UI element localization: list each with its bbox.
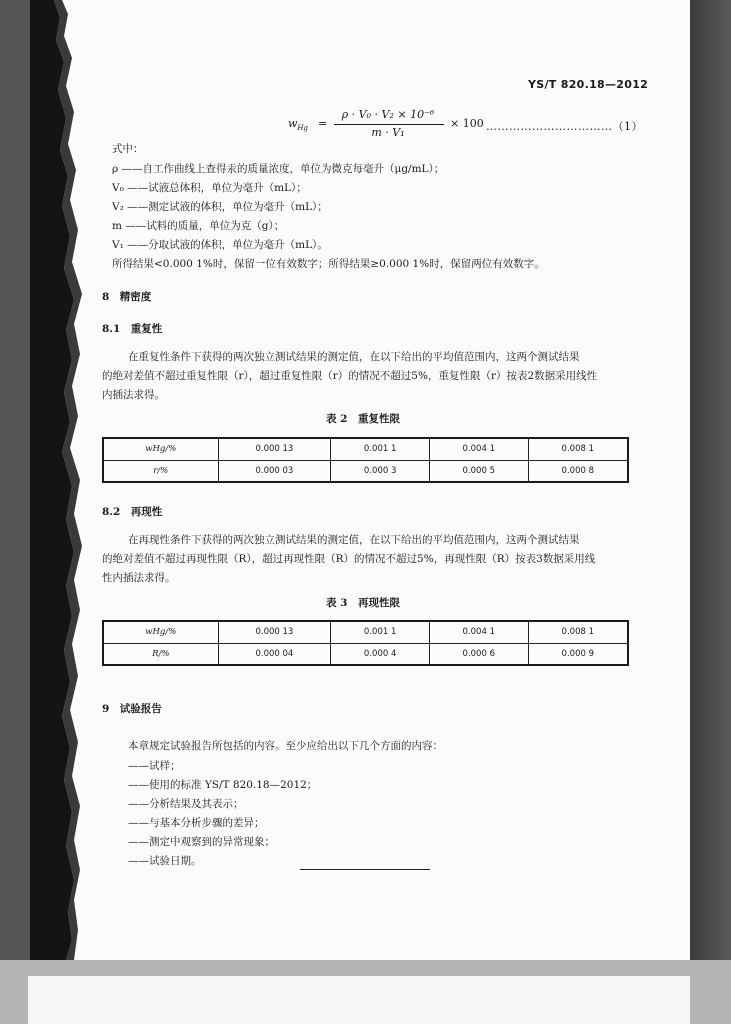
torn-left-edge [30, 0, 100, 960]
symbol-def-m: m ——试料的质量，单位为克（g）； [112, 220, 285, 232]
section-9-heading: 9 试验报告 [102, 703, 162, 715]
formula-lhs: $w_{Hg}$ [288, 117, 309, 133]
section-8-1-heading: 8.1 重复性 [102, 323, 163, 335]
symbol-def-rho: ρ ——自工作曲线上查得汞的质量浓度，单位为微克每毫升（μg/mL）； [112, 163, 445, 175]
symbol-def-v2: V₂ ——测定试液的体积，单位为毫升（mL）； [112, 201, 328, 213]
table-cell: 0.001 1 [331, 438, 430, 460]
table-cell: 0.000 8 [528, 460, 628, 482]
paragraph-8-2-line: 的绝对差值不超过再现性限（R），超过再现性限（R）的情况不超过5%，再现性限（R）按表3数据采用线 [102, 553, 596, 565]
section-8-heading: 8 精密度 [102, 291, 152, 303]
fraction-bar [334, 124, 444, 125]
table-row-header: wHg/% [103, 621, 218, 643]
table-row [103, 621, 628, 643]
next-page-edge [28, 976, 690, 1024]
table-cell: 0.001 1 [331, 621, 430, 643]
report-item: ——试样； [128, 760, 181, 772]
table-cell: 0.008 1 [528, 438, 628, 460]
formula-equals: = [318, 117, 328, 130]
table-cell: 0.000 03 [218, 460, 331, 482]
table-row [103, 438, 628, 460]
section-9-intro: 本章规定试验报告所包括的内容。至少应给出以下几个方面的内容： [128, 740, 443, 752]
standard-code: YS/T 820.18—2012 [528, 78, 649, 91]
table-cell: 0.000 04 [218, 643, 331, 665]
paragraph-8-1-line: 在重复性条件下获得的两次独立测试结果的测定值，在以下给出的平均值范围内，这两个测试结果 [128, 351, 580, 363]
table-cell: 0.008 1 [528, 621, 628, 643]
report-item: ——测定中观察到的异常现象； [128, 836, 275, 848]
paragraph-8-2-line: 在再现性条件下获得的两次独立测试结果的测定值，在以下给出的平均值范围内，这两个测试结果 [128, 534, 580, 546]
paragraph-8-1-line: 内插法求得。 [102, 389, 165, 401]
table-cell: 0.000 13 [218, 438, 331, 460]
where-label: 式中： [112, 143, 144, 155]
table-cell: 0.000 3 [331, 460, 430, 482]
table-row-header: r/% [103, 460, 218, 482]
table-cell: 0.000 5 [429, 460, 528, 482]
formula-numerator: ρ · V₀ · V₂ × 10⁻⁶ [341, 108, 435, 121]
table-3-caption: 表 3 再现性限 [326, 597, 400, 609]
table-row [103, 643, 628, 665]
table-3-reproducibility [102, 620, 629, 666]
formula-multiplier: × 100 [450, 117, 484, 130]
end-rule [300, 869, 430, 870]
formula-number: ……………………………（1） [486, 120, 643, 133]
rounding-note: 所得结果<0.000 1%时，保留一位有效数字；所得结果≥0.000 1%时，保留两位有效数字。 [112, 258, 545, 270]
report-item: ——试验日期。 [128, 855, 202, 867]
symbol-def-v1: V₁ ——分取试液的体积，单位为毫升（mL）。 [112, 239, 328, 251]
symbol-def-v0: V₀ ——试液总体积，单位为毫升（mL）； [112, 182, 307, 194]
report-item: ——与基本分析步骤的差异； [128, 817, 265, 829]
document-page [30, 0, 690, 960]
table-row-header: wHg/% [103, 438, 218, 460]
report-item: ——使用的标准 YS/T 820.18—2012； [128, 779, 318, 791]
table-2-caption: 表 2 重复性限 [326, 413, 400, 425]
table-cell: 0.000 4 [331, 643, 430, 665]
formula-denominator: m · V₁ [371, 126, 405, 139]
scanner-shadow-right [690, 0, 731, 960]
table-2-repeatability [102, 437, 629, 483]
paragraph-8-1-line: 的绝对差值不超过重复性限（r），超过重复性限（r）的情况不超过5%，重复性限（r）按表2数据采用线性 [102, 370, 598, 382]
table-row [103, 460, 628, 482]
table-cell: 0.004 1 [429, 438, 528, 460]
report-item: ——分析结果及其表示； [128, 798, 244, 810]
table-cell: 0.000 6 [429, 643, 528, 665]
section-8-2-heading: 8.2 再现性 [102, 506, 163, 518]
table-cell: 0.000 13 [218, 621, 331, 643]
table-row-header: R/% [103, 643, 218, 665]
table-cell: 0.000 9 [528, 643, 628, 665]
table-cell: 0.004 1 [429, 621, 528, 643]
paragraph-8-2-line: 性内插法求得。 [102, 572, 176, 584]
